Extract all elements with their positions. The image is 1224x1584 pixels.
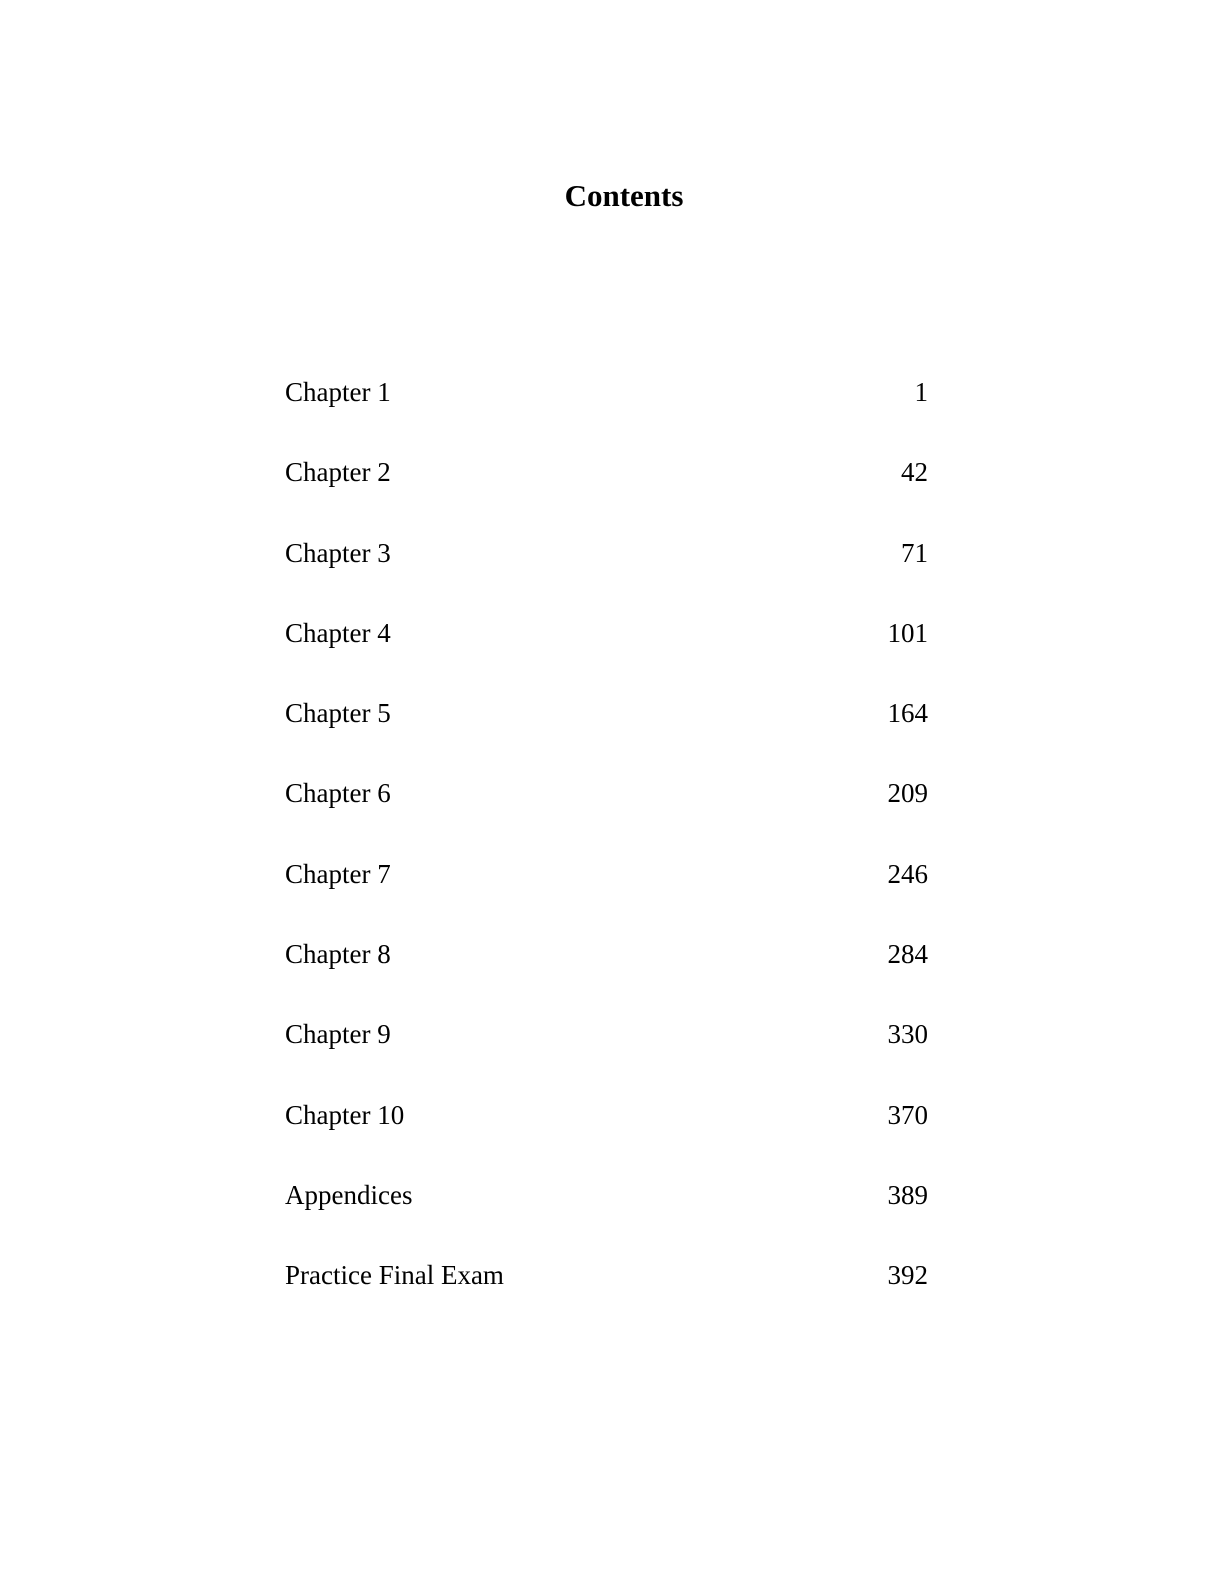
toc-entry-chapter-10 — [285, 1095, 928, 1175]
toc-entry-chapter-2 — [285, 452, 928, 532]
table-of-contents — [285, 372, 928, 1336]
toc-entry-page-number: 370 — [887, 1099, 928, 1130]
toc-entry-page-number: 330 — [887, 1019, 928, 1050]
page-title: Contents — [564, 178, 684, 213]
toc-entry-label: Chapter 4 — [285, 617, 391, 648]
toc-entry-chapter-4 — [285, 613, 928, 693]
toc-entry-page-number: 209 — [887, 778, 928, 809]
toc-entry-label: Chapter 9 — [285, 1019, 391, 1050]
toc-entry-page-number: 1 — [914, 377, 928, 407]
toc-entry-label: Appendices — [285, 1179, 413, 1210]
toc-entry-practice-final-exam — [285, 1255, 928, 1335]
toc-entry-chapter-3 — [285, 533, 928, 613]
toc-entry-label: Chapter 6 — [285, 778, 391, 809]
toc-entry-page-number: 71 — [901, 537, 928, 568]
toc-entry-chapter-5 — [285, 693, 928, 773]
toc-entry-label: Practice Final Exam — [285, 1260, 504, 1291]
toc-entry-label: Chapter 8 — [285, 939, 391, 970]
toc-entry-page-number: 101 — [887, 617, 928, 648]
toc-entry-label: Chapter 2 — [285, 457, 391, 488]
toc-entry-chapter-8 — [285, 934, 928, 1014]
toc-entry-page-number: 164 — [887, 698, 928, 729]
toc-entry-page-number: 284 — [887, 939, 928, 970]
toc-entry-page-number: 392 — [887, 1260, 928, 1291]
toc-entry-label: Chapter 1 — [285, 377, 391, 407]
toc-entry-page-number: 389 — [887, 1179, 928, 1210]
toc-entry-label: Chapter 10 — [285, 1099, 405, 1130]
toc-entry-label: Chapter 7 — [285, 858, 391, 889]
toc-entry-chapter-1 — [285, 372, 928, 452]
toc-entry-page-number: 246 — [887, 858, 928, 889]
toc-entry-label: Chapter 5 — [285, 698, 391, 729]
toc-entry-label: Chapter 3 — [285, 537, 391, 568]
toc-entry-appendices — [285, 1175, 928, 1255]
toc-entry-chapter-7 — [285, 854, 928, 934]
toc-entry-page-number: 42 — [901, 457, 928, 488]
toc-entry-chapter-9 — [285, 1014, 928, 1094]
toc-entry-chapter-6 — [285, 773, 928, 853]
